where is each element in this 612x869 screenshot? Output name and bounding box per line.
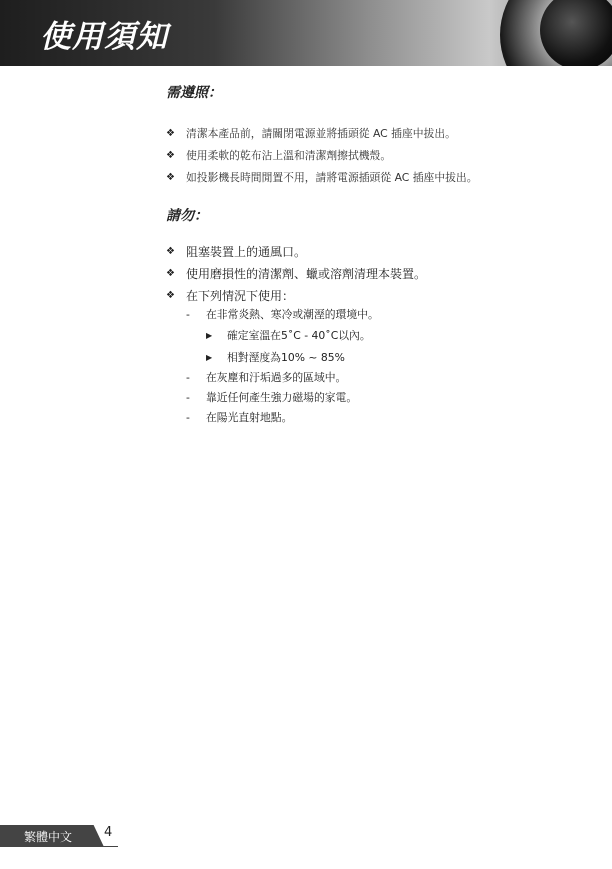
dash-bullet: - [186, 307, 190, 321]
diamond-bullet-icon: ❖ [166, 289, 175, 301]
diamond-bullet-icon: ❖ [166, 245, 175, 257]
page-number: 4 [104, 825, 113, 840]
condition-text: 在陽光直射地點。 [206, 410, 293, 424]
list-item [166, 122, 478, 144]
projector-lens-core [540, 0, 612, 66]
sub-conditions-list [206, 324, 371, 368]
dash-bullet: - [186, 410, 190, 424]
list-item-text: 清潔本產品前，請關閉電源並將插頭從 AC 插座中拔出。 [186, 126, 456, 140]
condition-item [186, 407, 357, 427]
list-item-text: 如投影機長時間閒置不用，請將電源插頭從 AC 插座中拔出。 [186, 170, 478, 184]
conditions-list-continued [186, 367, 357, 427]
section-title-do: 需遵照： [166, 85, 222, 101]
sub-condition-item [206, 346, 371, 368]
diamond-bullet-icon: ❖ [166, 267, 175, 279]
diamond-bullet-icon: ❖ [166, 171, 175, 183]
list-item [166, 240, 426, 262]
dont-list [166, 240, 426, 306]
condition-text: 靠近任何產生強力磁場的家電。 [206, 390, 358, 404]
condition-text: 在灰塵和汙垢過多的區域中。 [206, 370, 347, 384]
diamond-bullet-icon: ❖ [166, 149, 175, 161]
sub-condition-text: 相對溼度為10% ~ 85% [227, 350, 345, 364]
condition-item [186, 387, 357, 407]
sub-condition-item [206, 324, 371, 346]
do-list [166, 122, 478, 188]
list-item-text: 阻塞裝置上的通風口。 [186, 244, 307, 259]
conditions-list [186, 304, 379, 324]
dash-bullet: - [186, 370, 190, 384]
list-item [166, 144, 478, 166]
dash-bullet: - [186, 390, 190, 404]
condition-text: 在非常炎熱、寒冷或潮溼的環境中。 [206, 307, 379, 321]
diamond-bullet-icon: ❖ [166, 127, 175, 139]
sub-condition-text: 確定室溫在5˚C - 40˚C以內。 [227, 328, 371, 342]
footer-divider [0, 846, 118, 847]
condition-item [186, 367, 357, 387]
list-item [166, 284, 426, 306]
list-item-text: 使用磨損性的清潔劑、蠟或溶劑清理本裝置。 [186, 266, 427, 281]
section-title-dont: 請勿： [166, 208, 208, 224]
list-item-text: 在下列情況下使用： [186, 288, 295, 303]
footer-language-label: 繁體中文 [24, 830, 73, 844]
condition-item [186, 304, 379, 324]
list-item [166, 166, 478, 188]
list-item-text: 使用柔軟的乾布沾上溫和清潔劑擦拭機殼。 [186, 148, 392, 162]
triangle-bullet-icon: ▶ [206, 330, 213, 340]
page-title: 使用須知 [40, 19, 168, 55]
header-banner [0, 0, 612, 66]
triangle-bullet-icon: ▶ [206, 352, 213, 362]
list-item [166, 262, 426, 284]
